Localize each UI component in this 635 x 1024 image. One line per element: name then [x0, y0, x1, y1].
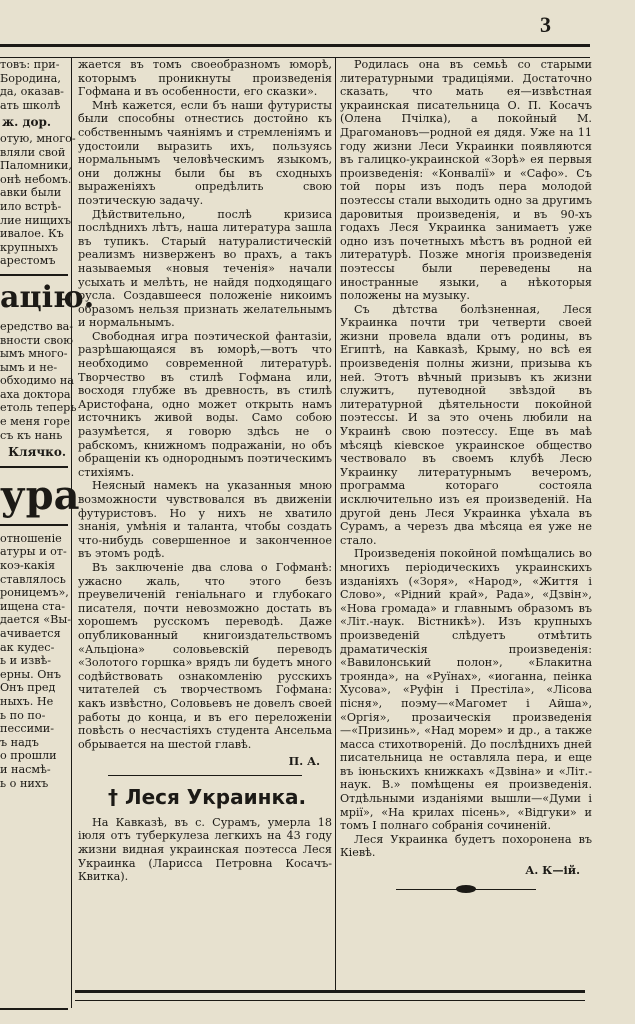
left-lines-d [0, 531, 71, 790]
paragraph: жается въ томъ своеобразномъ юморѣ, которымъ проникнуты произведенія Гофмана и въ особенности, его сказки». [78, 58, 332, 99]
paragraph: Родилась она въ семьѣ со старыми литературными традиціями. Достаточно сказать, что мать ея—извѣстная украинская писательница О. П. Косачъ (Олена Пчілка), а покойный М. Драгомановъ—родной ея дядя. Уже на 11 году жизни Леси Украинки появляются въ галицко-украинской «Зорѣ» ея первыя произведенія: «Конвалії» и «Сафо». Съ той поры изъ подъ пера молодой поэтессы стали выходить одно за другимъ даровитыя произведенія, и въ 90-хъ годахъ Леся Украинка занимаетъ уже одно изъ почетныхъ мѣстъ въ родной ей литературѣ. Позже многія произведенія поэтессы были переведены на иностранные языки, а нѣкоторыя положены на музыку. [340, 58, 592, 303]
text-line: ь по по- [0, 708, 46, 722]
text-line: ымъ много- [0, 347, 68, 361]
right-column [340, 58, 592, 988]
left-rule [0, 524, 68, 526]
text-line: ставлялось [0, 572, 66, 586]
obituary-heading: † Леся Украинка. [108, 784, 307, 809]
text-line: съ къ нань [0, 428, 63, 442]
text-line: вляли свой [0, 145, 66, 159]
left-lines-a [0, 58, 68, 112]
section-divider [108, 775, 302, 776]
text-line: ымъ и не- [0, 360, 58, 374]
left-heading-a: ж. дор. [2, 115, 52, 130]
paragraph: Мнѣ кажется, если бъ наши футуристы были способны отнестись достойно къ собственнымъ чаяніямъ и стремленіямъ и удостоили выразить ихъ, пользуясь нормальнымъ человѣческимъ языкомъ, они должны были бы въ сходныхъ выраженіяхъ опредѣлить свою поэтическую задачу. [78, 98, 332, 207]
text-line: роницемъ», [0, 586, 69, 600]
text-line: крупныхъ [0, 240, 58, 254]
text-line: отую, много- [0, 131, 76, 145]
text-line: товъ: при- [0, 58, 60, 71]
text-line: ивалое. Къ [0, 227, 64, 241]
text-line: арестомъ [0, 254, 56, 268]
paragraph: Леся Украинка будетъ похоронена въ Кіевѣ. [340, 832, 592, 860]
left-lines-b [0, 131, 76, 268]
text-line: аха доктора [0, 387, 71, 401]
text-line: обходимо на [0, 374, 74, 388]
text-line: ь и извѣ- [0, 654, 52, 668]
middle-column [78, 58, 332, 988]
text-line: дается «Вы- [0, 613, 71, 627]
paragraph: Произведенія покойной помѣщались во многихъ періодическихъ украинскихъ изданіяхъ («Зоря», «Народ», «Життя і Слово», «Рідний край», Рада», «Дзвін», «Нова громада» и главнымъ образомъ въ «Літ.-наук. Вістникѣ»). Изъ крупныхъ произведеній слѣдуетъ отмѣтить драматическія произведенія: «Вавилонський полон», «Блакитна троянда», на «Руїнах», «иоганна, пеінка Хусова», «Руфін і Престіла», «Лісова пісня», поэму—«Магомет і Айша», «Оргія», прозаическія произведенія—«Призинь», «Над морем» и др., а также масса стихотвореній. До послѣднихъ дней писательница не оставляла пера, и еще въ іюньскихъ книжкахъ «Дзвіна» и «Літ.-наук. В.» помѣщены ея произведенія. Отдѣльными изданіями вышли—«Думи і мрії», «На крилах пісень», «Відгуки» и томъ І полнаго собранія сочиненій. [340, 547, 592, 833]
text-line: о прошли [0, 749, 57, 763]
obituary-paragraph: На Кавказѣ, въ с. Сурамъ, умерла 18 іюля отъ туберкулеза легкихъ на 43 году жизни видная украинская поэтесса Леся Украинка (Ларисса Петровна Косачъ-Квитка). [78, 815, 332, 884]
text-line: Бородина, [0, 71, 61, 85]
text-line: да, оказав- [0, 85, 64, 99]
paragraph: Съ дѣтства болѣзненная, Леся Украинка почти три четверти своей жизни провела вдали отъ родины, въ Египтѣ, на Кавказѣ, Крыму, но всѣ ея произведенія полны жизни, призыва къ ней. Этотъ вѣчный призывъ къ жизни служитъ, путеводной звѣздой въ литературной дѣятельности покойной поэтессы. И за это очень любили на Украинѣ свою поэтессу. Еще въ маѣ мѣсяцѣ кіевское украинское общество чествовало въ своемъ клубѣ Лесю Украинку литературнымъ вечеромъ, программа котораго состояла исключительно изъ ея произведеній. На другой день Леся Украинка уѣхала въ Сурамъ, а черезъ два мѣсяца ея уже не стало. [340, 302, 592, 547]
text-line: етоль теперь [0, 401, 77, 415]
article-signature: П. А. [288, 754, 320, 769]
ornament-divider [396, 884, 536, 896]
text-line: авки были [0, 186, 62, 200]
article-signature: А. К—ій. [525, 863, 580, 878]
text-line: лие нищихъ [0, 213, 71, 227]
text-line: Онъ пред [0, 681, 56, 695]
left-heading-c: ура [0, 471, 80, 519]
paragraph: Въ заключеніе два слова о Гофманѣ: ужасно жаль, что этого безъ преувеличеній геніальнаго и глубокаго писателя, почти невозможно достать въ хорошемъ русскомъ переводѣ. Даже опубликованный книгоиздательствомъ «Альціона» соловьевскій переводъ «Золотого горшка» врядъ ли будетъ много содѣйствовать ознакомленію русскихъ читателей съ творчествомъ Гофмана: какъ извѣстно, Соловьевъ не довелъ своей работы до конца, и въ его переложеніи повѣсть о несчастіяхъ студента Ансельма обрывается на шестой главѣ. [78, 560, 332, 751]
text-line: Паломники, [0, 159, 72, 173]
text-line: ъ надъ [0, 735, 39, 749]
top-rule [0, 44, 590, 58]
left-column-fragment [0, 58, 95, 1018]
page-number: 3 [540, 12, 551, 37]
column-divider-right [335, 58, 336, 990]
text-line: коэ-какія [0, 559, 56, 573]
text-line: ак кудес- [0, 640, 55, 654]
text-line: вности свою [0, 333, 73, 347]
text-line: и насмѣ- [0, 762, 51, 776]
left-lines-c [0, 319, 77, 442]
text-line: ныхъ. Не [0, 694, 54, 708]
text-line: е меня горе [0, 415, 70, 429]
bottom-rule-left [0, 1008, 68, 1010]
text-line: пессими- [0, 722, 55, 736]
text-line: ачивается [0, 627, 61, 640]
bottom-rule [75, 990, 585, 1001]
left-signature: Клячко. [8, 445, 66, 460]
text-line: отношеніе [0, 531, 62, 545]
left-rule [0, 274, 68, 276]
paragraph: Дѣйствительно, послѣ кризиса послѣднихъ лѣтъ, наша литература зашла въ тупикъ. Старый натуралистическій реализмъ низверженъ во прахъ, а такъ называемыя «новыя теченія» начали усыхать и мелѣть, не найдя подходящаго русла. Создавшееся положеніе никоимъ образомъ нельзя признать желательнымъ и нормальнымъ. [78, 207, 332, 330]
text-line: ь о нихъ [0, 776, 49, 790]
text-line: ать школѣ [0, 98, 61, 112]
text-line: онѣ небомъ. [0, 172, 72, 186]
text-line: ерны. Онъ [0, 667, 62, 681]
text-line: ередство ва- [0, 319, 74, 333]
text-line: ищена ста- [0, 599, 66, 613]
paragraph: Свободная игра поэтической фантазіи, разрѣшающаяся въ юморѣ,—вотъ что необходимо современной литературѣ. Творчество въ стилѣ Гофмана или, восходя глубже въ древность, въ стилѣ Аристофана, одно может открыть намъ источникъ живой воды. Само собою разумѣется, я говорю здѣсь не о рабскомъ, книжномъ подражаніи, но объ обращеніи къ однороднымъ поэтическимъ стихіямъ. [78, 329, 332, 479]
left-heading-b: ацію. [0, 279, 95, 315]
text-line: атуры и от- [0, 545, 67, 559]
paragraph: Неясный намекъ на указанныя мною возможности чувствовался въ движеніи футуристовъ. Но у нихъ не хватило знанія, умѣнія и таланта, чтобы создать что-нибудь совершенное и законченное въ этомъ родѣ. [78, 479, 332, 561]
text-line: ило встрѣ- [0, 199, 62, 213]
left-rule [0, 466, 68, 468]
column-divider-left [71, 58, 72, 1008]
